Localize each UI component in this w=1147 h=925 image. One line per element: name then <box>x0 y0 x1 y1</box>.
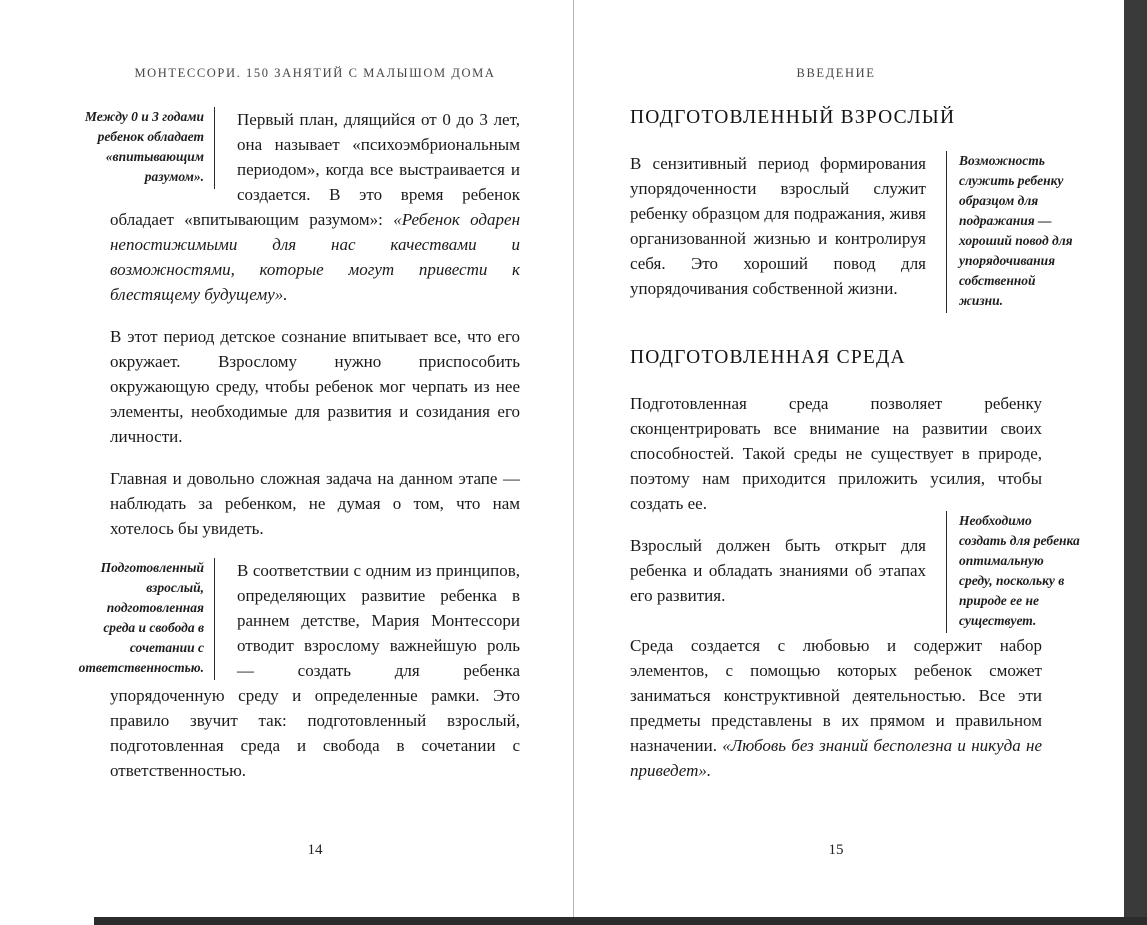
book-edge-bottom <box>94 917 1147 925</box>
paragraph-text: В сензитивный период формирования упорядоченности взрослый служит ребенку образцом для подражания, живя организованной жизнью и контролируя себя. Это хороший повод для упорядочивания собственной жизни. <box>630 154 926 298</box>
page-left-content <box>78 0 520 800</box>
page-number: 14 <box>307 842 323 858</box>
paragraph <box>630 513 1080 628</box>
margin-note: Подготовленный взрослый, подготовленная среда и свобода в сочетании с ответственностью. <box>75 558 215 680</box>
book-edge-right <box>1124 0 1147 925</box>
margin-note: Между 0 и 3 годами ребенок обладает «впитывающим разумом». <box>75 107 215 189</box>
page-right <box>574 0 1124 917</box>
inline-quote: «Ребенок одарен непостижимыми для нас качествами и возможностями, которые могут привести к блестящему будущему». <box>110 210 520 304</box>
page-right-content <box>630 0 1080 800</box>
section-heading: ПОДГОТОВЛЕННЫЙ ВЗРОСЛЫЙ <box>630 107 956 128</box>
paragraph: Главная и довольно сложная задача на данном этапе — наблюдать за ребенком, не думая о том, что нам хотелось бы увидеть. <box>110 469 520 538</box>
inline-quote: «Любовь без знаний бесполезна и никуда не приведет». <box>630 736 1042 780</box>
paragraph-text: Среда создается с любовью и содержит набор элементов, с помощью которых ребенок сможет заниматься конструктивной деятельностью. Все эти предметы представлены в их прямом и правильном назначении. <box>630 636 1042 755</box>
running-head-left: МОНТЕССОРИ. 150 ЗАНЯТИЙ С МАЛЫШОМ ДОМА <box>134 66 496 80</box>
paragraph <box>84 107 520 307</box>
paragraph: В этот период детское сознание впитывает все, что его окружает. Взрослому нужно приспособить окружающую среду, чтобы ребенок мог черпать из нее элементы, необходимые для развития и созидания его личности. <box>110 327 520 446</box>
page-left <box>0 0 573 917</box>
paragraph-text: Первый план, длящийся от 0 до 3 лет, она называет «психоэмбриональным периодом», когда все выстраивается и создается. В это время ребенок обладает «впитывающим разумом»: <box>110 110 520 229</box>
section-heading: ПОДГОТОВЛЕННАЯ СРЕДА <box>630 347 906 368</box>
running-head-right: ВВЕДЕНИЕ <box>796 66 876 80</box>
paragraph-text: Взрослый должен быть открыт для ребенка и обладать знаниями об этапах его развития. <box>630 536 926 605</box>
book-spine <box>573 0 574 917</box>
paragraph <box>630 633 1042 783</box>
margin-note: Необходимо создать для ребенка оптимальную среду, поскольку в природе ее не существует. <box>946 511 1080 633</box>
margin-note: Возможность служить ребенку образцом для подражания — хороший повод для упорядочивания собственной жизни. <box>946 151 1080 313</box>
page-number: 15 <box>828 842 844 858</box>
paragraph <box>630 151 1073 308</box>
paragraph: Подготовленная среда позволяет ребенку сконцентрировать все внимание на развитии своих способностей. Такой среды не существует в природе, поэтому нам приходится приложить усилия, чтобы создать ее. <box>630 394 1042 513</box>
paragraph-text: В соответствии с одним из принципов, определяющих развитие ребенка в раннем детстве, Мария Монтессори отводит взрослому важнейшую роль — создать для ребенка упорядоченную среду и определенные рамки. Это правило звучит так: подготовленный взрослый, подготовленная среда и свобода в сочетании с ответственностью. <box>110 561 520 780</box>
paragraph <box>78 558 520 783</box>
